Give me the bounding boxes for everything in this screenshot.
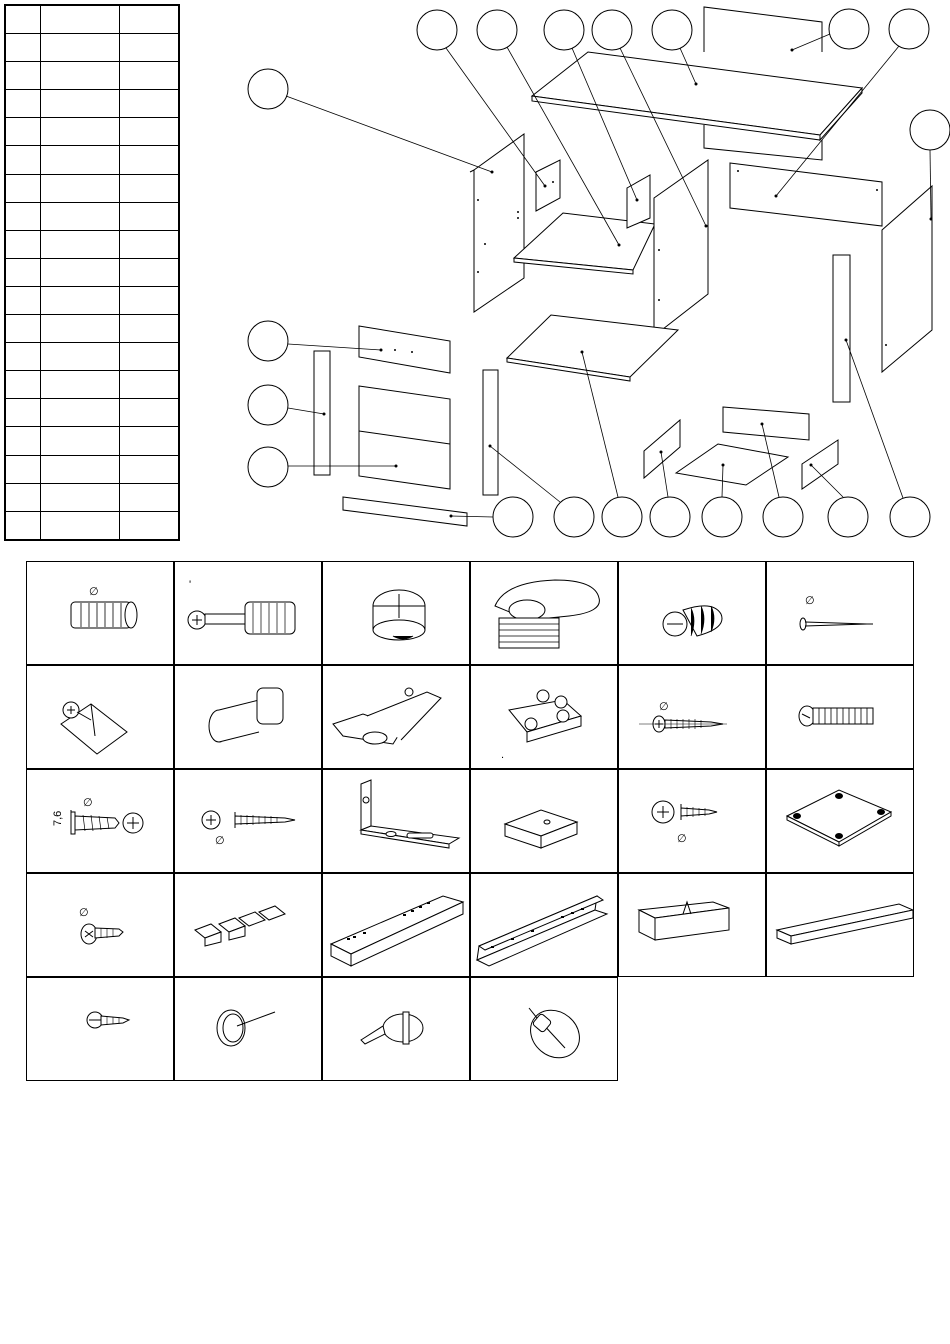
left-side-panel [474,134,524,312]
hardware-cell [26,665,174,769]
callout-5 [592,10,632,50]
parts-table-cell [41,34,120,62]
hardware-cell [766,873,914,977]
callout-12 [248,447,288,487]
hardware-cell [470,665,618,769]
callout-11 [248,385,288,425]
bolt-icon [767,666,914,769]
parts-table-cell [120,399,180,427]
hinge-plate-icon [471,666,618,769]
corner-bracket-screw-icon [27,666,174,769]
hardware-cell [766,665,914,769]
drawer-side-left [644,420,680,478]
bottom-panel [507,315,678,377]
parts-list-table [4,4,180,541]
hardware-cell [322,665,470,769]
callout-19 [828,497,868,537]
long-screw-icon [175,770,322,873]
callout-6 [652,10,692,50]
divider-panel [654,160,708,336]
callout-3 [477,10,517,50]
parts-table-cell [120,315,180,343]
parts-table-cell [120,5,180,34]
parts-table-cell [41,399,120,427]
parts-table-cell [120,174,180,202]
hardware-cell [322,561,470,665]
hardware-cell [618,561,766,665]
hardware-cell [618,665,766,769]
hardware-cell [174,665,322,769]
hardware-cell [174,977,322,1081]
parts-table-cell [41,286,120,314]
parts-table-cell [41,483,120,511]
vertical-strip-right [833,255,850,402]
parts-table-cell [5,62,41,90]
parts-table-cell [41,146,120,174]
parts-table-row [5,118,179,146]
parts-table-cell [5,286,41,314]
parts-table-cell [5,511,41,540]
callout-9 [910,110,950,150]
plinth-strip [343,497,467,526]
parts-table-cell [120,286,180,314]
small-partition-right [627,175,650,228]
angle-bracket-icon [323,770,470,873]
callout-7 [829,9,869,49]
svg-text:∅: ∅ [805,595,815,607]
callout-8 [889,9,929,49]
parts-table-cell [120,202,180,230]
parts-table-cell [120,118,180,146]
parts-table-cell [5,455,41,483]
vertical-strip-middle [483,370,498,495]
callout-10 [248,321,288,361]
euro-screw-icon [27,770,174,873]
parts-table-cell [120,427,180,455]
parts-table-cell [41,5,120,34]
callout-1 [248,69,288,109]
screw-dowel-icon [619,562,766,665]
parts-table-cell [41,230,120,258]
hardware-grid [26,561,918,1081]
wood-screw-icon [619,666,766,769]
parts-table-row [5,455,179,483]
parts-table-cell [5,230,41,258]
hardware-cell [766,769,914,873]
svg-text:∅: ∅ [79,907,89,919]
parts-table-cell [120,258,180,286]
parts-table-cell [41,90,120,118]
parts-table-cell [120,455,180,483]
callout-16 [650,497,690,537]
parts-table-cell [41,174,120,202]
drawer-runner-left-icon [323,874,470,977]
parts-table-cell [120,62,180,90]
felt-pads-icon [175,874,322,977]
hardware-cell [322,769,470,873]
parts-table-cell [5,5,41,34]
drawer-runner-right-icon [471,874,618,977]
hardware-cell [26,769,174,873]
parts-table-cell [120,230,180,258]
hardware-cell [470,873,618,977]
exploded-assembly-diagram [180,0,950,545]
parts-table-cell [5,399,41,427]
parts-table-cell [41,455,120,483]
wall-anchor-icon [323,978,470,1081]
hardware-cell [322,977,470,1081]
parts-table-row [5,174,179,202]
back-rail [730,163,882,226]
callout-18 [763,497,803,537]
profile-strip-icon [767,874,914,977]
parts-table-row [5,202,179,230]
parts-table-row [5,315,179,343]
drawer-back [723,407,809,440]
connector-cam-icon [471,562,618,665]
nail-icon [767,562,914,665]
parts-table-cell [41,371,120,399]
parts-table-cell [120,146,180,174]
parts-table-cell [5,371,41,399]
parts-table-cell [41,343,120,371]
block-icon [471,770,618,873]
short-screw-icon [619,770,766,873]
parts-table-cell [5,427,41,455]
back-panel-plate-icon [767,770,914,873]
hardware-cell [174,769,322,873]
cam-bolt-icon [175,562,322,665]
parts-table-row [5,483,179,511]
parts-table-cell [41,511,120,540]
cam-lock-icon [323,562,470,665]
parts-table-row [5,286,179,314]
hardware-cell [470,561,618,665]
svg-text:∅: ∅ [89,586,99,598]
parts-table-row [5,230,179,258]
glide-nail-icon [175,978,322,1081]
right-side-panel [882,186,932,372]
handle-box-icon [619,874,766,977]
parts-table-cell [5,315,41,343]
adjustable-foot-icon [471,978,618,1081]
parts-table-cell [5,118,41,146]
parts-table-cell [41,315,120,343]
hardware-cell [470,977,618,1081]
parts-table-row [5,90,179,118]
hinge-icon [323,666,470,769]
parts-table-cell [120,511,180,540]
parts-table-row [5,34,179,62]
svg-text:∅: ∅ [659,701,669,713]
parts-table-cell [41,118,120,146]
hardware-cell [26,561,174,665]
callout-17 [702,497,742,537]
parts-table-row [5,62,179,90]
parts-table-cell [120,343,180,371]
svg-text:': ' [189,579,192,591]
hardware-cell [618,873,766,977]
parts-table-row [5,427,179,455]
svg-text:∅: ∅ [83,797,93,809]
svg-text:∅: ∅ [215,835,225,847]
parts-table-cell [120,34,180,62]
hardware-cell [618,769,766,873]
drawer-side-right [802,440,838,489]
hardware-cell [174,561,322,665]
hardware-cell [26,977,174,1081]
shelf-support-icon [175,666,322,769]
parts-table-cell [41,258,120,286]
parts-table-cell [5,174,41,202]
hardware-cell [26,873,174,977]
parts-table-cell [120,371,180,399]
small-partition-left [536,160,560,211]
hardware-cell [174,873,322,977]
parts-table-row [5,146,179,174]
wood-dowel-icon [27,562,174,665]
parts-table-cell [5,343,41,371]
callout-20 [890,497,930,537]
hardware-cell [322,873,470,977]
parts-table-row [5,399,179,427]
callout-4 [544,10,584,50]
parts-table-cell [5,34,41,62]
parts-table-row [5,343,179,371]
pan-screw-icon [27,874,174,977]
hardware-cell [470,769,618,873]
parts-table-cell [5,90,41,118]
parts-table-cell [120,90,180,118]
svg-text:7,6: 7,6 [52,810,64,826]
parts-table-row [5,5,179,34]
parts-table-cell [5,258,41,286]
parts-table-row [5,258,179,286]
callout-15 [602,497,642,537]
parts-table-cell [5,483,41,511]
parts-table-row [5,371,179,399]
parts-table-cell [41,202,120,230]
parts-table-cell [5,146,41,174]
parts-table-row [5,511,179,540]
parts-table-cell [5,202,41,230]
callout-13 [493,497,533,537]
parts-table-cell [120,483,180,511]
parts-table-cell [41,427,120,455]
callout-2 [417,10,457,50]
svg-text:.: . [501,749,505,761]
svg-text:∅: ∅ [677,833,687,845]
small-screw-icon [27,978,174,1081]
hardware-cell [766,561,914,665]
parts-table-cell [41,62,120,90]
callout-14 [554,497,594,537]
